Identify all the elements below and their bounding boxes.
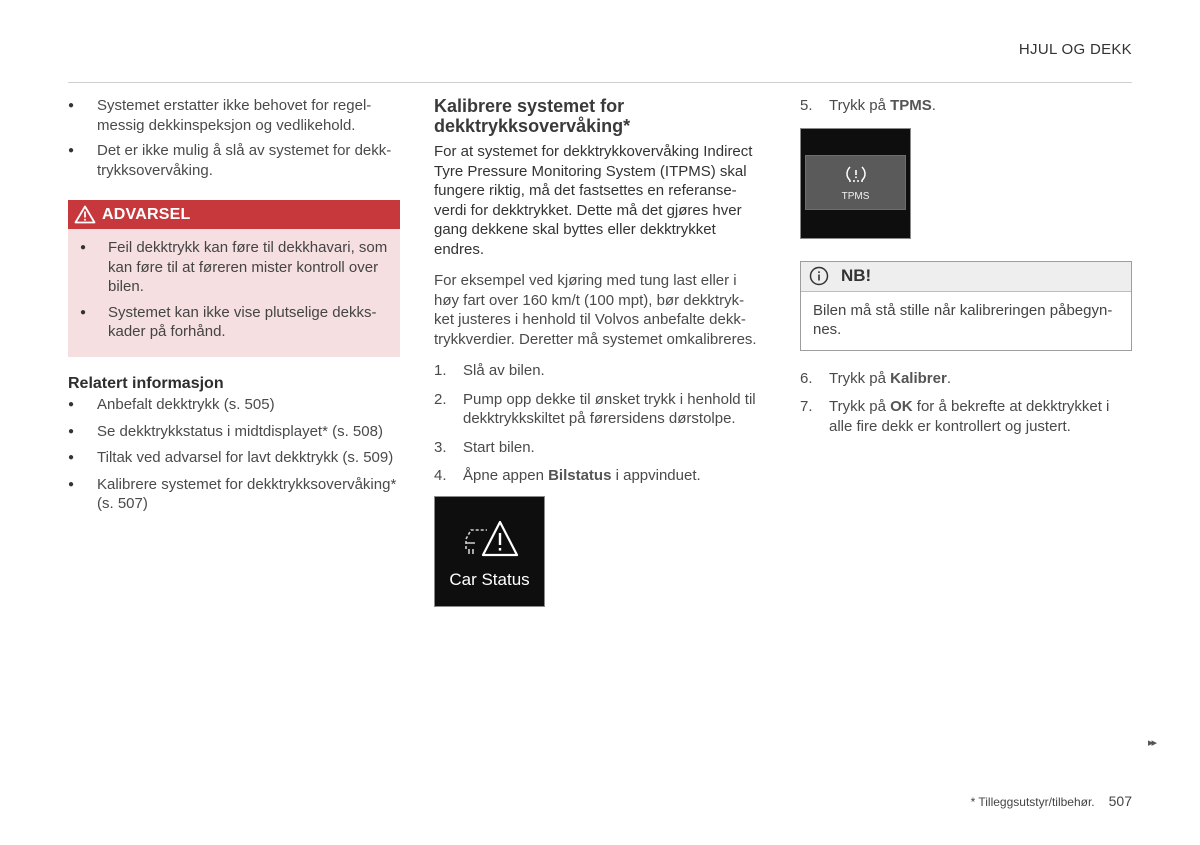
- note-body: Bilen må stå stille når kalibreringen påbegyn-nes.: [813, 301, 1113, 338]
- related-link[interactable]: ● Tiltak ved advarsel for lavt dekktrykk (s. 509): [68, 448, 400, 468]
- car-status-app-tile[interactable]: [434, 496, 545, 607]
- note-title: NB!: [841, 266, 872, 286]
- list-item: ● Det er ikke mulig å slå av systemet for dekk-trykksovervåking.: [68, 141, 400, 180]
- steps-list: [800, 96, 1132, 116]
- left-column: [68, 96, 400, 521]
- running-header: HJUL OG DEKK: [1018, 41, 1132, 58]
- paragraph: For at systemet for dekktrykkovervåking Indirect Tyre Pressure Monitoring System (ITPMS) skal fungere riktig, må det fastsettes en referanse-verdi for dekktrykket. Dette må det gjøres hver gang dekkene skal byttes eller dekktrykket endres.: [434, 143, 753, 258]
- step-item: 5. Trykk på TPMS.: [800, 97, 936, 114]
- step-item: 6. Trykk på Kalibrer.: [800, 369, 951, 387]
- step-item: 3. Start bilen.: [434, 438, 535, 456]
- tpms-screen-image: [800, 128, 911, 239]
- section-title: Kalibrere systemet for dekktrykksovervåking*: [434, 96, 631, 136]
- steps-list: [434, 361, 764, 486]
- related-info-title: Relatert informasjon: [68, 374, 224, 392]
- step-item: 2. Pump opp dekke til ønsket trykk i henhold til dekktrykkskiltet på førersidens dørstolpe.: [434, 390, 756, 427]
- list-item: ● Systemet kan ikke vise plutselige dekks-kader på forhånd.: [80, 303, 388, 342]
- info-circle-icon: [809, 266, 841, 286]
- warning-title: ADVARSEL: [102, 205, 191, 223]
- related-link[interactable]: ● Se dekktrykkstatus i midtdisplayet* (s. 508): [68, 422, 400, 442]
- related-info: [68, 374, 400, 514]
- list-item: ● Systemet erstatter ikke behovet for regel-messig dekkinspeksjon og vedlikehold.: [68, 96, 400, 135]
- tpms-button[interactable]: [805, 155, 906, 210]
- warning-box: [68, 200, 400, 357]
- intro-bullet-list: [68, 96, 400, 180]
- page-number: 507: [1108, 793, 1132, 809]
- related-link[interactable]: ● Anbefalt dekktrykk (s. 505): [68, 395, 400, 415]
- step-item: 4. Åpne appen Bilstatus i appvinduet.: [434, 467, 701, 484]
- next-page-arrows-icon[interactable]: ▸▸: [1148, 737, 1156, 749]
- related-link[interactable]: ● Kalibrere systemet for dekktrykksovervåking* (s. 507): [68, 475, 400, 514]
- warning-triangle-icon: [74, 205, 102, 224]
- warning-header: [68, 200, 400, 229]
- step-item: 7. Trykk på OK for å bekrefte at dekktrykket i alle fire dekk er kontrollert og justert.: [800, 398, 1110, 435]
- tpms-label: TPMS: [841, 191, 870, 202]
- warning-body: [68, 229, 400, 357]
- steps-list: [800, 369, 1132, 437]
- middle-column: [434, 96, 764, 607]
- right-column: [800, 96, 1132, 445]
- note-header: [801, 262, 1131, 292]
- paragraph: For eksempel ved kjøring med tung last eller i høy fart over 160 km/t (100 mpt), bør dekktryk-ket justeres i henhold til Volvos anbefalte dekk-trykkverdier. Deretter må systemet omkalibreres.: [434, 272, 757, 348]
- step-item: 1. Slå av bilen.: [434, 362, 545, 379]
- footnote: * Tilleggsutstyr/tilbehør.: [970, 795, 1095, 809]
- page-footer: [971, 792, 1132, 813]
- note-box: [800, 261, 1132, 351]
- list-item: ● Feil dekktrykk kan føre til dekkhavari, som kan føre til at føreren mister kontroll over bilen.: [80, 238, 388, 297]
- car-status-label: Car Status: [449, 570, 530, 589]
- header-divider: [68, 82, 1132, 83]
